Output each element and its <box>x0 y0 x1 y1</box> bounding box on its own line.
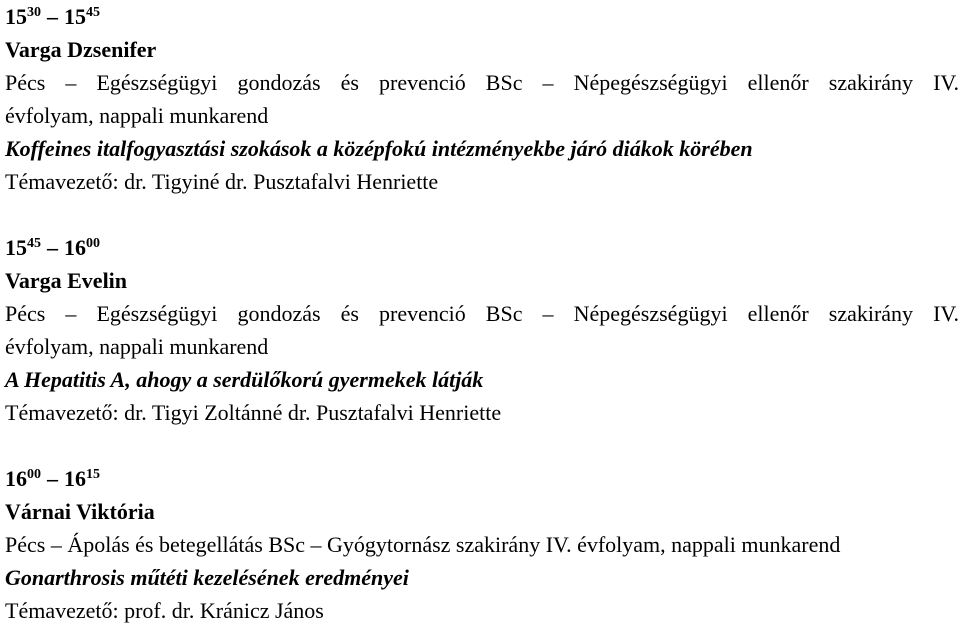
time-start-hour: 16 <box>5 466 27 491</box>
program-line-continued: évfolyam, nappali munkarend <box>5 103 269 128</box>
program-line: Pécs – Ápolás és betegellátás BSc – Gyógytornász szakirány IV. évfolyam, nappali munkarend <box>5 532 841 557</box>
time-slot <box>5 462 959 495</box>
presenter-name: Várnai Viktória <box>5 499 155 524</box>
time-end-minute: 45 <box>86 5 100 20</box>
time-start-hour: 15 <box>5 235 27 260</box>
schedule-entry <box>5 0 959 198</box>
time-dash: – <box>47 466 58 491</box>
presenter-name: Varga Evelin <box>5 268 128 293</box>
program-line: Pécs – Egészségügyi gondozás és prevenció BSc – Népegészségügyi ellenőr szakirány IV. <box>5 301 959 326</box>
presentation-title: Koffeines italfogyasztási szokások a középfokú intézményekbe járó diákok körében <box>5 136 753 161</box>
schedule-entry <box>5 462 959 627</box>
program-line: Pécs – Egészségügyi gondozás és prevenció BSc – Népegészségügyi ellenőr szakirány IV. <box>5 70 959 95</box>
supervisor: Témavezető: dr. Tigyiné dr. Pusztafalvi Henriette <box>5 169 439 194</box>
time-end-hour: 16 <box>64 235 86 260</box>
time-slot <box>5 0 959 33</box>
supervisor: Témavezető: dr. Tigyi Zoltánné dr. Pusztafalvi Henriette <box>5 400 502 425</box>
time-dash: – <box>47 4 58 29</box>
time-start-minute: 30 <box>27 5 41 20</box>
time-end-minute: 15 <box>86 467 100 482</box>
entry-spacer <box>5 429 959 462</box>
presentation-title: Gonarthrosis műtéti kezelésének eredményei <box>5 565 409 590</box>
time-start-hour: 15 <box>5 4 27 29</box>
supervisor: Témavezető: prof. dr. Kránicz János <box>5 598 324 623</box>
time-start-minute: 00 <box>27 467 41 482</box>
schedule-entry <box>5 231 959 429</box>
entry-spacer <box>5 198 959 231</box>
time-dash: – <box>47 235 58 260</box>
presentation-title: A Hepatitis A, ahogy a serdülőkorú gyermekek látják <box>5 367 484 392</box>
time-slot <box>5 231 959 264</box>
time-start-minute: 45 <box>27 236 41 251</box>
presenter-name: Varga Dzsenifer <box>5 37 157 62</box>
program-line-continued: évfolyam, nappali munkarend <box>5 334 269 359</box>
time-end-minute: 00 <box>86 236 100 251</box>
time-end-hour: 15 <box>64 4 86 29</box>
schedule-document <box>5 0 959 627</box>
time-end-hour: 16 <box>64 466 86 491</box>
